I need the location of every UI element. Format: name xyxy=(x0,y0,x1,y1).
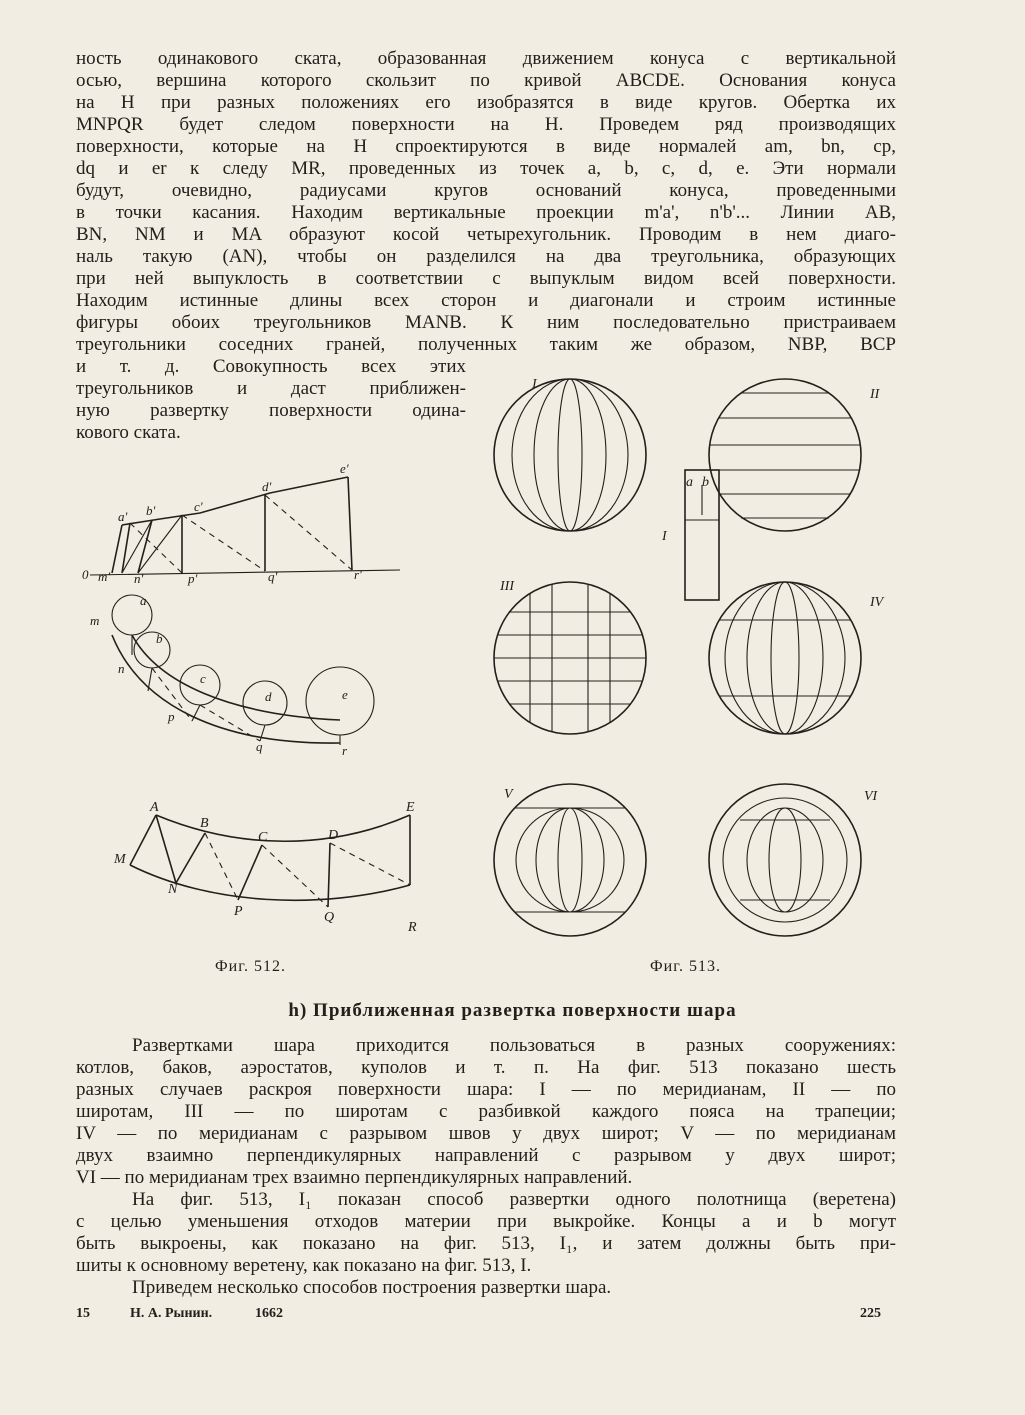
figure-label: Q xyxy=(324,910,335,925)
fig512-plan xyxy=(112,595,374,745)
section-heading: h) Приближенная развертка поверхности шара xyxy=(288,1000,737,1021)
text-line: Находим истинные длины всех сторон и диагонали и строим истинные xyxy=(76,290,896,311)
sphere-ii-latitudes xyxy=(709,379,861,531)
figure-label: q' xyxy=(268,569,278,584)
figure-label: V xyxy=(504,787,513,802)
figure-label: r xyxy=(342,743,348,758)
figure-label: IV xyxy=(870,595,884,610)
text-line: осью, вершина которого скользит по кривой ABCDE. Основания конуса xyxy=(76,70,896,91)
figure-label: q xyxy=(256,739,263,754)
text-line: ную развертку поверхности одина- xyxy=(76,400,466,421)
sphere-iv-broken-meridians xyxy=(709,582,861,734)
figure-label: M xyxy=(114,852,126,867)
text-line: кового ската. xyxy=(76,422,181,443)
figure-513 xyxy=(490,370,900,940)
text-line: На фиг. 513, I₁ показан способ развертки одного полотнища (веретена) xyxy=(132,1189,896,1210)
sphere-iii-trapezoids xyxy=(494,582,646,734)
paragraph-4: Приведем несколько способов построения развертки шара. xyxy=(132,1277,612,1298)
text-line: треугольников и даст приближен- xyxy=(76,378,466,399)
text-line: BN, NM и MA образуют косой четырехугольник. Проводим в нем диаго- xyxy=(76,224,896,245)
figure-label: n' xyxy=(134,571,144,586)
figure-label: b xyxy=(156,631,163,646)
figure-label: II xyxy=(870,387,880,402)
text-line: шиты к основному веретену, как показано на фиг. 513, I. xyxy=(76,1255,532,1276)
figure-513-caption: Фиг. 513. xyxy=(650,958,721,975)
figure-label: A xyxy=(150,800,159,815)
figure-label: m xyxy=(90,613,100,628)
text-line: с целью уменьшения отходов материи при выкройке. Концы a и b могут xyxy=(76,1211,896,1232)
text-line: котлов, баков, аэростатов, куполов и т. п. На фиг. 513 показано шесть xyxy=(76,1057,896,1078)
text-line: треугольники соседних граней, полученных таким же образом, NBP, BCP xyxy=(76,334,896,355)
figure-label: a xyxy=(140,593,147,608)
figure-label: c' xyxy=(194,499,203,514)
text-line: поверхности, которые на H спроектируются в виде нормалей am, bn, cp, xyxy=(76,136,896,157)
figure-label: E xyxy=(406,800,415,815)
text-line: IV — по меридианам с разрывом швов у двух широт; V — по меридианам xyxy=(76,1123,896,1144)
figure-label: m' xyxy=(98,569,111,584)
text-line: разных случаев раскроя поверхности шара: I — по меридианам, II — по xyxy=(76,1079,896,1100)
text-line: двух взаимно перпендикулярных направлений с разрывом у двух широт; xyxy=(76,1145,896,1166)
figure-label: d' xyxy=(262,479,272,494)
text-line: в точки касания. Находим вертикальные проекции m'a', n'b'... Линии AB, xyxy=(76,202,896,223)
page-number: 225 xyxy=(860,1306,881,1321)
text-line: Развертками шара приходится пользоваться в разных сооружениях: xyxy=(132,1035,896,1056)
sphere-vi xyxy=(709,784,861,936)
figure-label: d xyxy=(265,689,272,704)
text-line: широтам, III — по широтам с разбивкой каждого пояса на трапеции; xyxy=(76,1101,896,1122)
figure-label: r' xyxy=(354,567,362,582)
text-line: ность одинакового ската, образованная движением конуса с вертикальной xyxy=(76,48,896,69)
text-line: фигуры обоих треугольников MANB. К ним последовательно пристраиваем xyxy=(76,312,896,333)
fig512-elevation xyxy=(90,477,400,575)
figure-label: e xyxy=(342,687,348,702)
figure-label: a' xyxy=(118,509,128,524)
footer-order: 1662 xyxy=(255,1306,283,1321)
figure-label: III xyxy=(500,579,514,594)
figure-label: C xyxy=(258,830,268,845)
text-line: MNPQR будет следом поверхности на H. Проведем ряд производящих xyxy=(76,114,896,135)
signature-mark: 15 xyxy=(76,1306,90,1321)
figure-label: B xyxy=(200,816,209,831)
text-line: на H при разных положениях его изобразятся в виде кругов. Обертка их xyxy=(76,92,896,113)
figure-label: R xyxy=(408,920,417,935)
figure-label: 0 xyxy=(82,567,89,582)
figure-label: D xyxy=(328,828,339,843)
figure-label: p' xyxy=(188,571,198,586)
figure-label: e' xyxy=(340,461,349,476)
figure-label: N xyxy=(168,882,178,897)
sphere-i-meridians xyxy=(494,379,646,531)
figure-512-caption: Фиг. 512. xyxy=(215,958,286,975)
figure-label: VI xyxy=(864,789,878,804)
text-line: быть выкроены, как показано на фиг. 513, I₁, и затем должны быть при- xyxy=(76,1233,896,1254)
footer-author: Н. А. Рынин. xyxy=(130,1306,213,1321)
figure-label: c xyxy=(200,671,206,686)
sphere-v xyxy=(494,784,646,936)
text-line: и т. д. Совокупность всех этих xyxy=(76,356,466,377)
figure-label: P xyxy=(234,904,243,919)
figure-label: I xyxy=(532,377,537,392)
figure-512 xyxy=(70,455,430,955)
text-line: dq и er к следу MR, проведенных из точек a, b, c, d, e. Эти нормали xyxy=(76,158,896,179)
figure-label: I xyxy=(662,529,667,544)
figure-label: n xyxy=(118,661,125,676)
text-line: будут, очевидно, радиусами кругов оснований конуса, проведенными xyxy=(76,180,896,201)
text-line: VI — по меридианам трех взаимно перпендикулярных направлений. xyxy=(76,1167,633,1188)
figure-label: a xyxy=(686,475,693,490)
figure-label: b' xyxy=(146,503,156,518)
figure-label: p xyxy=(168,709,175,724)
text-line: при ней выпуклость в соответствии с выпуклым видом всей поверхности. xyxy=(76,268,896,289)
figure-label: b xyxy=(702,475,709,490)
text-line: наль такую (AN), чтобы он разделился на два треугольника, образующих xyxy=(76,246,896,267)
